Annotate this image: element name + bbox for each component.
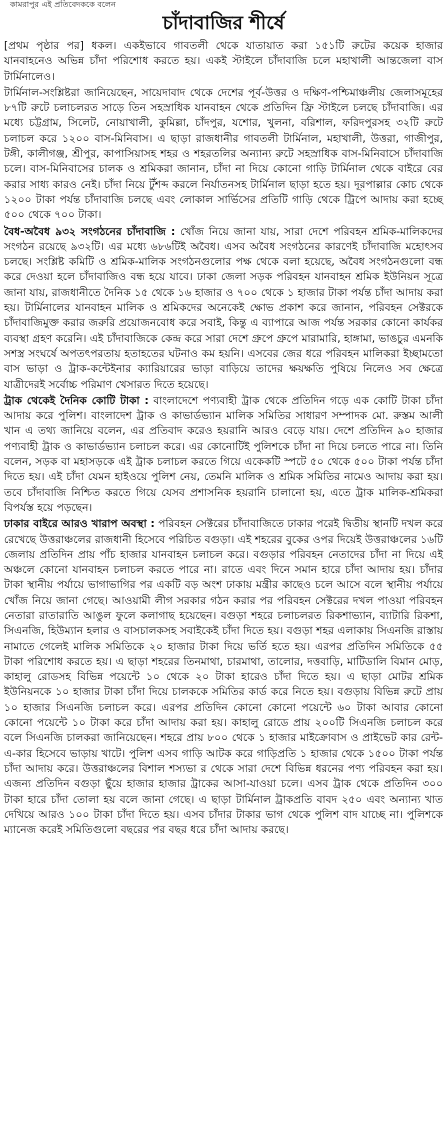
paragraph bbox=[4, 517, 443, 838]
paragraph-text: বাংলাদেশে পণ্যবাহী ট্রাক থেকে প্রতিদিন গড়ে এক কোটি টাকা চাঁদা আদায় করে পুলিশ। বাংলাদেশ ট্রাক ও কাভার্ডভ্যান মালিক সমিতির সাধারণ সম্পাদক মো. রুস্তম আলী খান এ তথ্য জানিয়ে বলেন, এর প্রতিবাদ করেও হয়রানি আরও বেড়ে যায়। দেশে প্রতিদিন ৯০ হাজার পণ্যবাহী ট্রাক ও কাভার্ডভ্যান চলাচল করে। এর কোনোটিই পুলিশকে চাঁদা না দিয়ে চলতে পারে না। তিনি বলেন, সড়ক বা মহাসড়কে এই ট্রাক চলাচল করতে গিয়ে একেকটি স্পটে ৫০ থেকে ৫০০ টাকা পর্যন্ত চাঁদা দিতে হয়। এই চাঁদা যেমন হাইওয়ে পুলিশ নেয়, তেমনি মালিক ও শ্রমিক সমিতির নামেও আদায় করা হয়। তবে চাঁদাবাজি নিশ্চিত করতে গিয়ে যেসব প্রশাসনিক হয়রানি চালানো হয়, এতে ট্রাক মালিক-শ্রমিকরা বিপর্যস্ত হয়ে পড়ছেন। bbox=[4, 394, 443, 514]
paragraph bbox=[4, 39, 443, 85]
paragraph-subhead: বৈধ-অবৈধ ৯৩২ সংগঠনের চাঁদাবাজি : bbox=[4, 225, 176, 238]
paragraph bbox=[4, 394, 443, 516]
paragraph-text: পরিবহন সেক্টরের চাঁদাবাজিতে ঢাকার পরেই দ্বিতীয় স্থানটি দখল করে রেখেছে উত্তরাঞ্চলের রাজধানী হিসেবে পরিচিত বগুড়া। এই শহরের বুকের ওপর দিয়েই উত্তরাঞ্চলের ১৬টি জেলায় প্রতিদিন প্রায় পাঁচ হাজার যানবাহন চলাচল করে। বগুড়ার পরিবহন নেতাদের চাঁদা না দিয়ে এই অঞ্চলে কোনো যানবাহন চলাচল করতে পারে না। রাতে এবং দিনে সমান হারে চাঁদা আদায় হয়। চাঁদার টাকা স্থানীয় পর্যায়ে ভাগাভাগির পর একটি বড় অংশ ঢাকায় মন্ত্রীর কাছেও চলে আসে বলে স্থানীয় পর্যায়ে খোঁজ নিয়ে জানা গেছে। আওয়ামী লীগ সরকার গঠন করার পর পরিবহন সেক্টরের দখল পাওয়া পরিবহন নেতারা রাতারাতি আঙুল ফুলে কলাগাছ হয়েছেন। বগুড়া শহরে চলাচলরত রিকশাভ্যান, ব্যাটারি রিকশা, সিএনজি, হিউম্যান হলার ও বাসচালকসহ সবাইকেই চাঁদা দিতে হয়। বগুড়া শহর এলাকায় সিএনজি রাস্তায় নামাতে গেলেই মালিক সমিতিকে ২০ হাজার টাকা দিয়ে ভর্তি হতে হয়। এরপর প্রতিদিন সমিতিকে ৫৫ টাকা পরিশোধ করতে হয়। এ ছাড়া শহরের তিনমাথা, চারমাথা, তালোর, দত্তবাড়ি, মাটিডালি বিমান মোড়, কাহালু রোডসহ বিভিন্ন পয়েন্টে ১০ থেকে ২০ টাকা হারেও চাঁদা দিতে হয়। এ ছাড়া মোটর শ্রমিক ইউনিয়নকে ১০ হাজার টাকা চাঁদা দিয়ে চালককে সমিতির কার্ড করে নিতে হয়। বগুড়ায় বিভিন্ন রুটে প্রায় ১০ হাজার সিএনজি চলাচল করে। এরপর প্রতিদিন কোনো কোনো পয়েন্টে ৬০ টাকা আবার কোনো কোনো পয়েন্টে ১০ টাকা করে চাঁদা আদায় করা হয়। কাহালু রোডে প্রায় ২০০টি সিএনজি চলাচল করে বলে সিএনজি চালকরা জানিয়েছেন। শহরে প্রায় ৮০০ থেকে ১ হাজার মাইক্রোবাস ও প্রাইভেট কার রেন্ট-এ-কার হিসেবে ভাড়ায় খাটে। পুলিশ এসব গাড়ি আটক করে গাড়িপ্রতি ১ হাজার থেকে ১৫০০ টাকা পর্যন্ত চাঁদা আদায় করে। উত্তরাঞ্চলের বিশাল শস্যভা র থেকে সারা দেশে বিভিন্ন ধরনের পণ্য পরিবহন করা হয়। এজন্য প্রতিদিন বগুড়া ছুঁয়ে হাজার হাজার ট্রাকের আসা-যাওয়া চলে। এসব ট্রাক থেকে প্রতিদিন ৩০০ টাকা হারে চাঁদা তোলা হয় বলে জানা গেছে। এ ছাড়া টার্মিনাল ট্রাকপ্রতি বাবদ ২৫০ এবং অন্যান্য খাত দেখিয়ে আরও ১০০ টাকা চাঁদা দিতে হয়। এসব চাঁদার টাকার ভাগ থেকে পুলিশ বাদ যাচ্ছে না। পুলিশকে ম্যানেজ করেই সমিতিগুলো বছরের পর বছর ধরে চাঁদা আদায় করছে। bbox=[4, 518, 443, 837]
headline: চাঁদাবাজির শীর্ষে bbox=[162, 12, 285, 34]
paragraph-text: টার্মিনাল-সংশ্লিষ্টরা জানিয়েছেন, সায়েদাবাদ থেকে দেশের পূর্ব-উত্তর ও দক্ষিণ-পশ্চিমাঞ্চলীয় জেলাসমূহের ৮৭টি রুটে চলাচলরত সাড়ে তিন সহস্রাধিক যানবাহন থেকে প্রতিদিন ফ্রি স্টাইলে চলছে চাঁদাবাজি। এর মধ্যে চট্টগ্রাম, সিলেট, নোয়াখালী, কুমিল্লা, চাঁদপুর, যশোর, খুলনা, বরিশাল, ফরিদপুরসহ ৩২টি রুটে চলাচল করে ১২০০ বাস-মিনিবাস। এ ছাড়া রাজধানীর গাবতলী টার্মিনাল, মহাখালী, উত্তরা, গাজীপুর, টঙ্গী, কালীগঞ্জ, শ্রীপুর, কাপাসিয়াসহ শহর ও শহরতলির অন্যান্য রুটে সহস্রাধিক বাস-মিনিবাসে চাঁদাবাজি চলে। বাস-মিনিবাসের চালক ও শ্রমিকরা জানান, চাঁদা না দিয়ে কোনো গাড়ি টার্মিনাল থেকে বাইরে বের করার সাধ্য কারও নেই। চাঁদা নিয়ে টুঁশব্দ করলে নির্যাতনসহ টার্মিনাল ছাড়া হতে হয়। দূরপাল্লার কোচ থেকে ১২০০ টাকা পর্যন্ত চাঁদাবাজি চলছে এবং লোকাল সার্ভিসের প্রতিটি গাড়ি থেকে ট্রিপে আদায় করা হচ্ছে ৫০০ থেকে ৭০০ টাকা। bbox=[4, 86, 443, 222]
paragraph-text: খোঁজ নিয়ে জানা যায়, সারা দেশে পরিবহন শ্রমিক-মালিকদের সংগঠন রয়েছে ৯৩২টি। এর মধ্যে ৬৮৬টিই অবৈধ। এসব অবৈধ সংগঠনের কারণেই চাঁদাবাজি মহোৎসব চলছে। সংশ্লিষ্ট কমিটি ও শ্রমিক-মালিক সংগঠনগুলোর পক্ষ থেকে বলা হয়েছে, অবৈধ সংগঠনগুলো বন্ধ করে দেওয়া হলে চাঁদাবাজিও বন্ধ হয়ে যাবে। ঢাকা জেলা সড়ক পরিবহন যানবাহন শ্রমিক ইউনিয়ন সূত্রে জানা যায়, রাজধানীতে দৈনিক ১৫ থেকে ১৬ হাজার ও ৭০০ থেকে ১ হাজার টাকা পর্যন্ত চাঁদা আদায় করা হয়। টার্মিনালের যানবাহন মালিক ও শ্রমিকদের অনেকেই ক্ষোভ প্রকাশ করে জানান, পরিবহন সেক্টরকে চাঁদাবাজিমুক্ত করার জরুরি প্রয়োজনবোধ করে সবাই, কিন্তু এ ব্যাপারে আজ পর্যন্ত সরকার কোনো কার্যকর ব্যবস্থা গ্রহণ করেনি। এই চাঁদাবাজিকে কেন্দ্র করে সারা দেশে গ্রুপে গ্রুপে মারামারি, হাঙ্গামা, ভাঙচুর এমনকি সশস্ত্র সংঘর্ষে অপতৎপরতায় হতাহতের ঘটনাও কম হয়নি। এসবের জের ধরে পরিবহন মালিকরা ইচ্ছামতো বাস ভাড়া ও ট্রাক-কন্টেইনার ক্যারিয়ারের ভাড়া বাড়িয়ে তাদের ক্ষয়ক্ষতি পুষিয়ে নিলেও সব ক্ষেত্রে যাত্রীদেরই সর্বোচ্চ পরিমাণ খেসারত দিতে হয়েছে। bbox=[4, 225, 444, 391]
cut-off-top-line: কামরাপুর এই প্রতিবেদককে বলেন bbox=[10, 0, 116, 9]
paragraph-subhead: ঢাকার বাইরে আরও খারাপ অবস্থা : bbox=[4, 518, 155, 531]
paragraph bbox=[4, 86, 443, 224]
paragraph bbox=[4, 225, 443, 393]
paragraph-subhead: ট্রাক থেকেই দৈনিক কোটি টাকা : bbox=[4, 394, 149, 407]
article-body bbox=[4, 39, 443, 838]
paragraph-text: [প্রথম পৃষ্ঠার পর] ধকল। একইভাবে গাবতলী থেকে যাতায়াত করা ১৫১টি রুটের কয়েক হাজার যানবাহনেও অভিন্ন চাঁদা পরিশোধ করতে হয়। একই স্টাইলে চাঁদাবাজি চলে মহাখালী আন্তজেলা বাস টার্মিনালেও। bbox=[4, 40, 443, 83]
